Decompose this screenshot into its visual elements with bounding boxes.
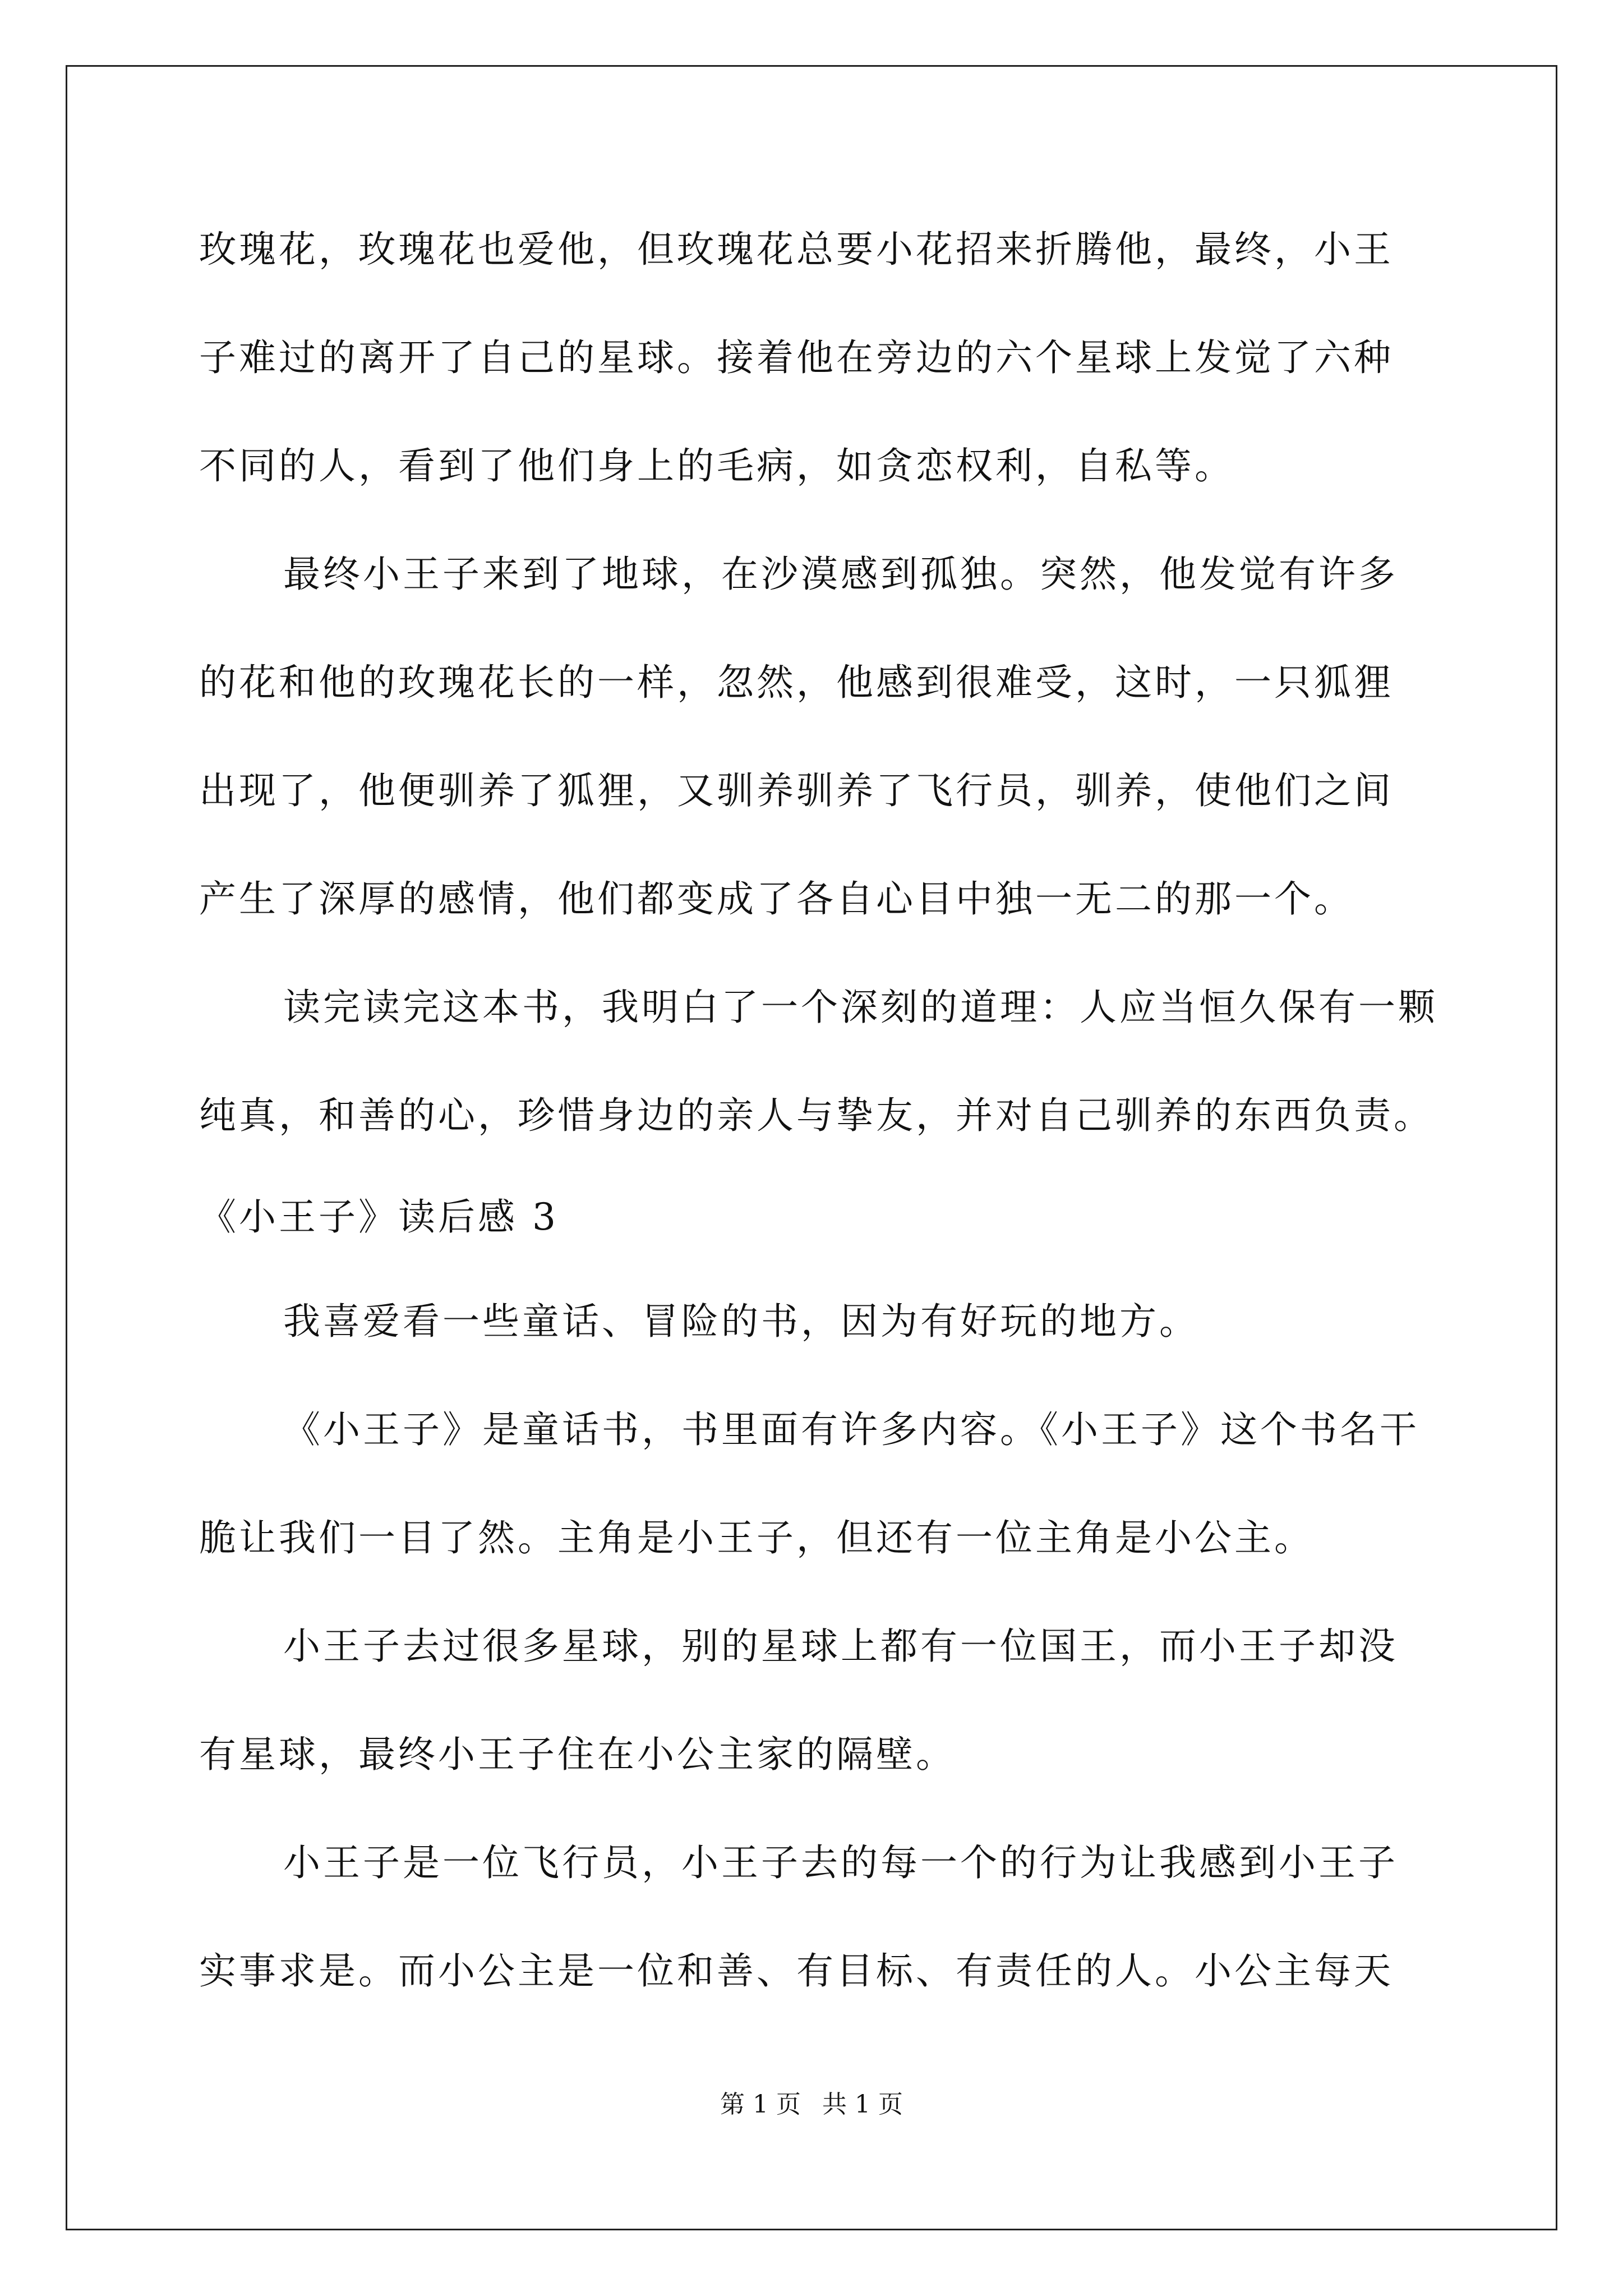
text-line: 玫瑰花，玫瑰花也爱他，但玫瑰花总要小花招来折腾他，最终，小王 <box>199 228 1394 271</box>
text-line: 出现了，他便驯养了狐狸，又驯养驯养了飞行员，驯养，使他们之间 <box>199 769 1394 812</box>
paragraph-start: 最终小王子来到了地球，在沙漠感到孤独。突然，他发觉有许多 <box>283 553 1398 596</box>
paragraph-start: 读完读完这本书，我明白了一个深刻的道理：人应当恒久保有一颗 <box>283 986 1438 1029</box>
text-line: 有星球，最终小王子住在小公主家的隔壁。 <box>199 1733 956 1776</box>
section-heading: 《小王子》读后感 3 <box>199 1195 559 1239</box>
paragraph-start: 小王子是一位飞行员，小王子去的每一个的行为让我感到小王子 <box>283 1841 1398 1884</box>
page-border <box>66 65 1557 2230</box>
text-line: 子难过的离开了自己的星球。接着他在旁边的六个星球上发觉了六种 <box>199 336 1394 379</box>
page-footer <box>0 2089 1623 2120</box>
page-number: 第 1 页 <box>720 2090 801 2119</box>
paragraph-start: 我喜爱看一些童话、冒险的书，因为有好玩的地方。 <box>283 1300 1199 1343</box>
paragraph-start: 小王子去过很多星球，别的星球上都有一位国王，而小王子却没 <box>283 1625 1398 1668</box>
text-line: 纯真，和善的心，珍惜身边的亲人与挚友，并对自己驯养的东西负责。 <box>199 1094 1433 1137</box>
page-total: 共 1 页 <box>822 2090 903 2119</box>
paragraph-start: 《小王子》是童话书，书里面有许多内容。《小王子》这个书名干 <box>283 1408 1419 1451</box>
text-line: 的花和他的玫瑰花长的一样，忽然，他感到很难受，这时，一只狐狸 <box>199 661 1394 704</box>
text-line: 不同的人，看到了他们身上的毛病，如贪恋权利，自私等。 <box>199 444 1234 487</box>
text-line: 产生了深厚的感情，他们都变成了各自心目中独一无二的那一个。 <box>199 877 1354 921</box>
text-line: 脆让我们一目了然。主角是小王子，但还有一位主角是小公主。 <box>199 1516 1314 1559</box>
text-line: 实事求是。而小公主是一位和善、有目标、有责任的人。小公主每天 <box>199 1949 1394 1993</box>
